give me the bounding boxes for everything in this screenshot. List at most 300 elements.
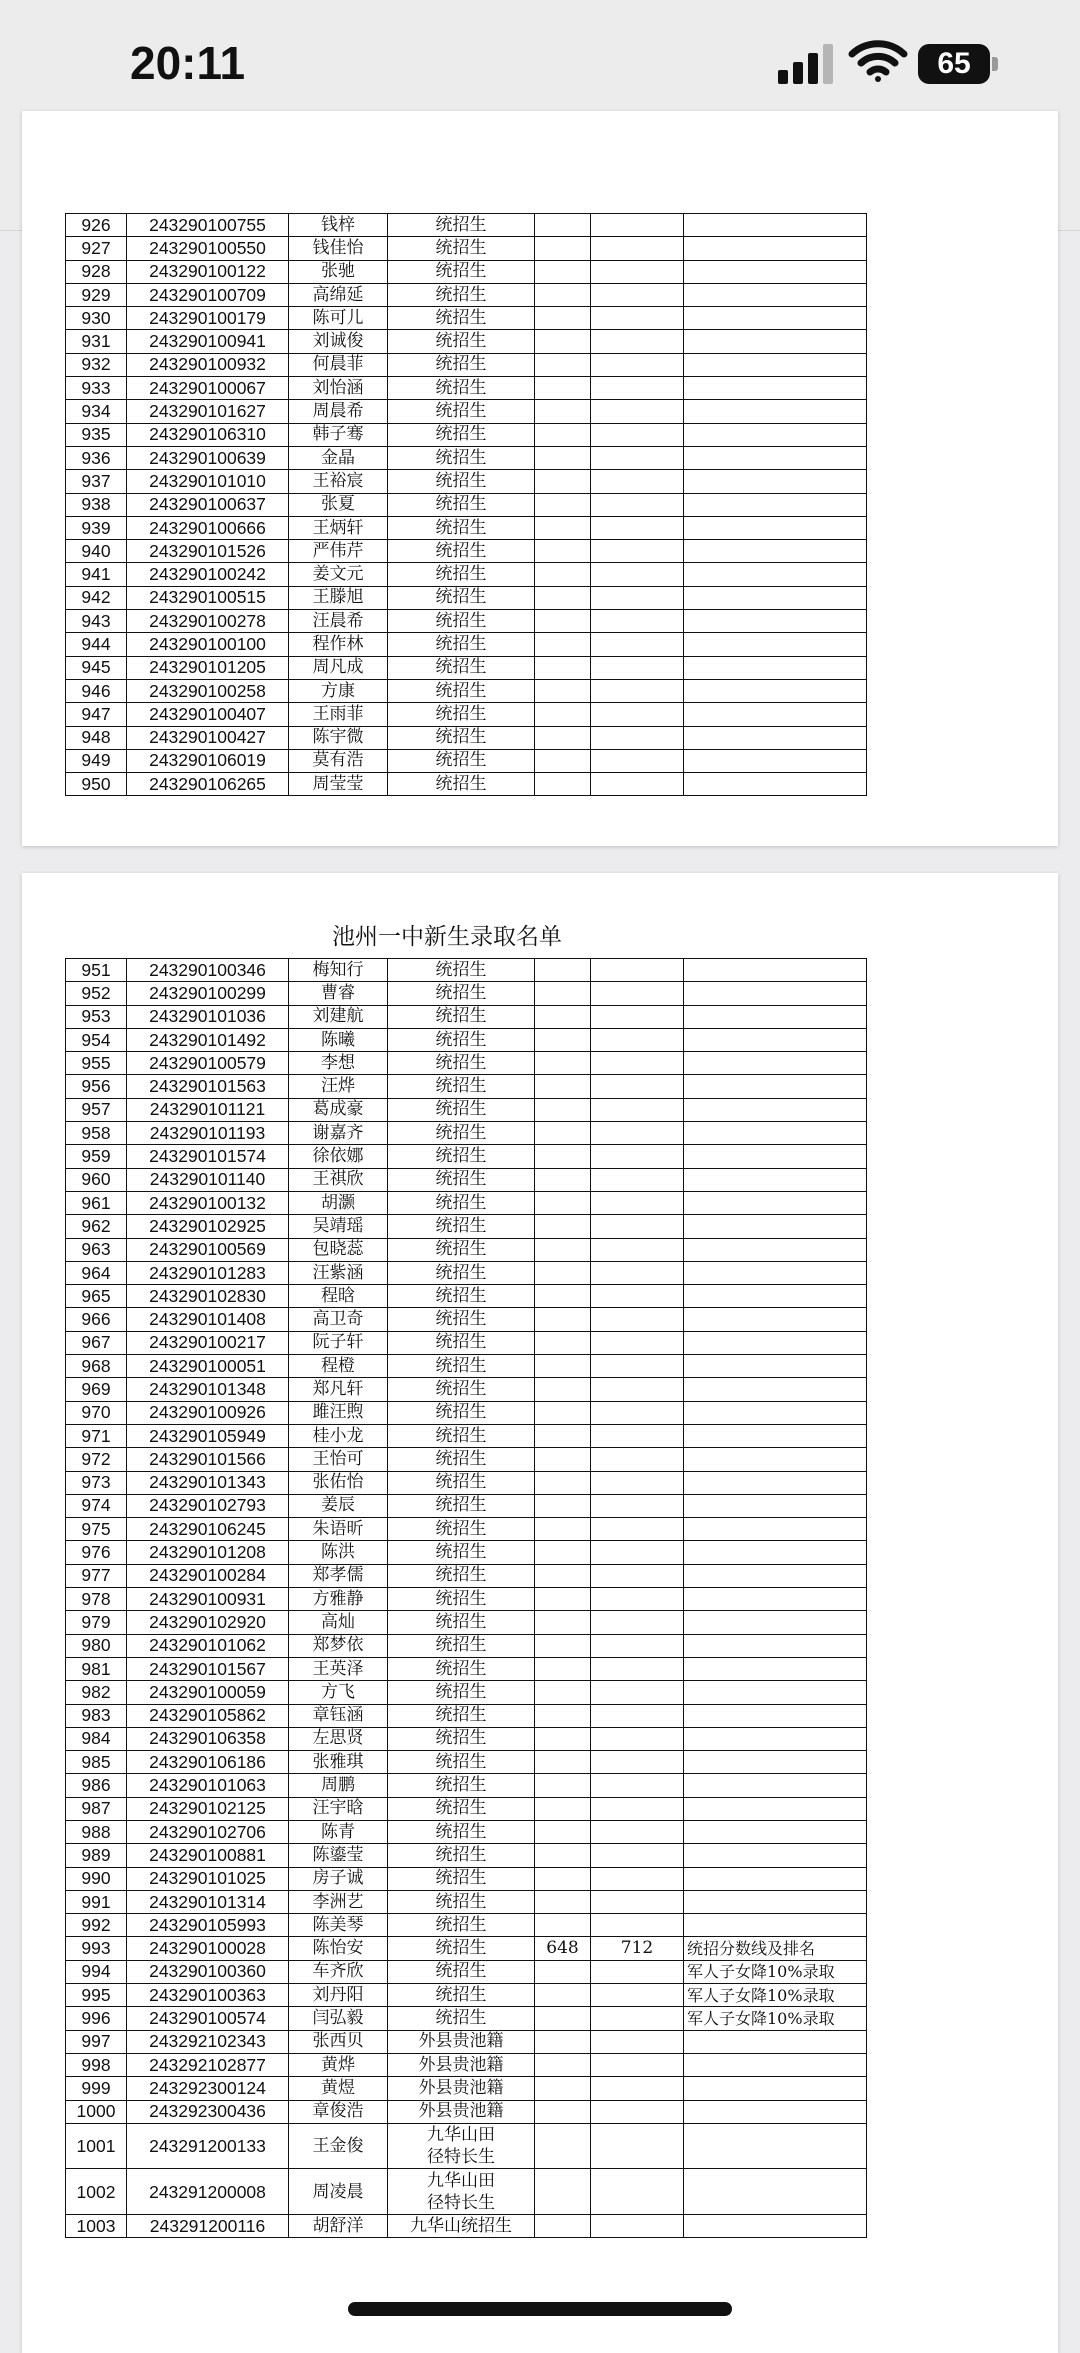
status-time: 20:11 (130, 37, 246, 89)
row-number-cell: 929 (66, 283, 127, 306)
admission-type-cell: 统招生 (388, 563, 535, 586)
exam-id-cell: 243290100637 (127, 493, 289, 516)
score-cell (535, 1052, 591, 1075)
rank-cell (591, 563, 684, 586)
table-row (66, 563, 867, 586)
rank-cell (591, 1960, 684, 1983)
table-row (66, 1984, 867, 2007)
row-number-cell: 977 (66, 1564, 127, 1587)
note-cell (684, 1331, 867, 1354)
row-number-cell: 1000 (66, 2100, 127, 2123)
note-cell (684, 959, 867, 982)
rank-cell (591, 1751, 684, 1774)
note-cell (684, 2100, 867, 2123)
rank-cell (591, 283, 684, 306)
admission-type-cell: 统招生 (388, 1657, 535, 1680)
rank-cell (591, 353, 684, 376)
table-row (66, 656, 867, 679)
rank-cell (591, 1285, 684, 1308)
note-cell (684, 1052, 867, 1075)
score-cell (535, 1960, 591, 1983)
table-row (66, 1122, 867, 1145)
table-row (66, 283, 867, 306)
exam-id-cell: 243290106186 (127, 1751, 289, 1774)
table-row (66, 703, 867, 726)
rank-cell (591, 214, 684, 237)
admission-table (65, 958, 867, 2238)
note-cell (684, 1541, 867, 1564)
note-cell (684, 516, 867, 539)
note-cell (684, 1471, 867, 1494)
score-cell (535, 1424, 591, 1447)
score-cell (535, 1518, 591, 1541)
note-cell (684, 749, 867, 772)
row-number-cell: 971 (66, 1424, 127, 1447)
note-cell (684, 1122, 867, 1145)
row-number-cell: 940 (66, 540, 127, 563)
note-cell (684, 1285, 867, 1308)
table-row (66, 1098, 867, 1121)
admission-type-cell: 九华山统招生 (388, 2215, 535, 2238)
table-row (66, 1471, 867, 1494)
row-number-cell: 999 (66, 2077, 127, 2100)
table-row (66, 377, 867, 400)
score-cell (535, 1238, 591, 1261)
row-number-cell: 948 (66, 726, 127, 749)
row-number-cell: 990 (66, 1867, 127, 1890)
score-cell (535, 353, 591, 376)
score-cell (535, 982, 591, 1005)
row-number-cell: 933 (66, 377, 127, 400)
pdf-page (22, 873, 1058, 2353)
student-name-cell: 张雅琪 (289, 1751, 388, 1774)
score-cell (535, 1285, 591, 1308)
row-number-cell: 987 (66, 1797, 127, 1820)
student-name-cell: 程橙 (289, 1355, 388, 1378)
rank-cell (591, 1401, 684, 1424)
student-name-cell: 周晨希 (289, 400, 388, 423)
student-name-cell: 陈可儿 (289, 307, 388, 330)
rank-cell (591, 1820, 684, 1843)
score-cell (535, 586, 591, 609)
score-cell (535, 307, 591, 330)
rank-cell (591, 2030, 684, 2053)
note-cell (684, 1564, 867, 1587)
note-cell (684, 1308, 867, 1331)
note-cell (684, 400, 867, 423)
cellular-signal-icon (778, 44, 836, 84)
score-cell (535, 2030, 591, 2053)
student-name-cell: 雎汪煦 (289, 1401, 388, 1424)
admission-type-cell: 统招生 (388, 377, 535, 400)
wifi-icon (850, 40, 906, 82)
rank-cell (591, 307, 684, 330)
student-name-cell: 刘建航 (289, 1005, 388, 1028)
score-cell (535, 2169, 591, 2215)
exam-id-cell: 243290100242 (127, 563, 289, 586)
student-name-cell: 钱梓 (289, 214, 388, 237)
admission-type-cell: 统招生 (388, 1727, 535, 1750)
rank-cell (591, 1774, 684, 1797)
student-name-cell: 王英泽 (289, 1657, 388, 1680)
admission-type-cell: 统招生 (388, 959, 535, 982)
score-cell (535, 330, 591, 353)
row-number-cell: 941 (66, 563, 127, 586)
rank-cell (591, 1564, 684, 1587)
note-cell (684, 2077, 867, 2100)
score-cell (535, 423, 591, 446)
note-cell (684, 1914, 867, 1937)
score-cell (535, 1844, 591, 1867)
admission-type-cell: 统招生 (388, 283, 535, 306)
exam-id-cell: 243290105993 (127, 1914, 289, 1937)
score-cell (535, 1448, 591, 1471)
student-name-cell: 王金俊 (289, 2123, 388, 2169)
admission-type-cell: 统招生 (388, 1168, 535, 1191)
rank-cell (591, 1028, 684, 1051)
exam-id-cell: 243290102125 (127, 1797, 289, 1820)
row-number-cell: 962 (66, 1215, 127, 1238)
rank-cell (591, 1308, 684, 1331)
note-cell (684, 982, 867, 1005)
note-cell (684, 2123, 867, 2169)
note-cell: 军人子女降10%录取 (684, 2007, 867, 2030)
admission-type-cell: 统招生 (388, 214, 535, 237)
admission-type-cell: 统招生 (388, 1681, 535, 1704)
rank-cell (591, 610, 684, 633)
admission-type-cell: 统招生 (388, 1611, 535, 1634)
admission-type-cell: 统招生 (388, 679, 535, 702)
student-name-cell: 姜辰 (289, 1494, 388, 1517)
row-number-cell: 927 (66, 237, 127, 260)
row-number-cell: 960 (66, 1168, 127, 1191)
row-number-cell: 973 (66, 1471, 127, 1494)
rank-cell (591, 1890, 684, 1913)
student-name-cell: 方康 (289, 679, 388, 702)
note-cell (684, 633, 867, 656)
note-cell (684, 377, 867, 400)
note-cell (684, 1820, 867, 1843)
rank-cell (591, 1984, 684, 2007)
table-row (66, 1657, 867, 1680)
table-row (66, 2169, 867, 2215)
table-row (66, 1052, 867, 1075)
row-number-cell: 975 (66, 1518, 127, 1541)
admission-type-cell: 统招生 (388, 1448, 535, 1471)
note-cell (684, 1844, 867, 1867)
exam-id-cell: 243290106265 (127, 773, 289, 796)
note-cell (684, 283, 867, 306)
rank-cell: 712 (591, 1937, 684, 1960)
rank-cell (591, 2123, 684, 2169)
admission-type-cell: 统招生 (388, 749, 535, 772)
student-name-cell: 高绵延 (289, 283, 388, 306)
admission-type-cell: 统招生 (388, 470, 535, 493)
rank-cell (591, 1518, 684, 1541)
admission-type-cell: 统招生 (388, 400, 535, 423)
rank-cell (591, 1914, 684, 1937)
rank-cell (591, 400, 684, 423)
row-number-cell: 953 (66, 1005, 127, 1028)
row-number-cell: 946 (66, 679, 127, 702)
table-row (66, 1145, 867, 1168)
student-name-cell: 张西贝 (289, 2030, 388, 2053)
student-name-cell: 胡舒洋 (289, 2215, 388, 2238)
row-number-cell: 986 (66, 1774, 127, 1797)
note-cell (684, 563, 867, 586)
student-name-cell: 莫有浩 (289, 749, 388, 772)
student-name-cell: 闫弘毅 (289, 2007, 388, 2030)
rank-cell (591, 1075, 684, 1098)
admission-type-cell: 统招生 (388, 1518, 535, 1541)
score-cell (535, 1914, 591, 1937)
note-cell (684, 1098, 867, 1121)
table-row (66, 1378, 867, 1401)
score-cell (535, 1028, 591, 1051)
row-number-cell: 992 (66, 1914, 127, 1937)
admission-type-cell: 统招生 (388, 1331, 535, 1354)
score-cell (535, 1168, 591, 1191)
note-cell: 军人子女降10%录取 (684, 1984, 867, 2007)
admission-type-cell: 统招生 (388, 703, 535, 726)
note-cell (684, 470, 867, 493)
rank-cell (591, 773, 684, 796)
score-cell (535, 633, 591, 656)
row-number-cell: 983 (66, 1704, 127, 1727)
exam-id-cell: 243292102343 (127, 2030, 289, 2053)
rank-cell (591, 2007, 684, 2030)
admission-table (65, 213, 867, 796)
note-cell (684, 586, 867, 609)
table-row (66, 773, 867, 796)
exam-id-cell: 243290101343 (127, 1471, 289, 1494)
exam-id-cell: 243290100931 (127, 1588, 289, 1611)
admission-type-cell: 统招生 (388, 1704, 535, 1727)
admission-type-cell: 统招生 (388, 423, 535, 446)
admission-type-cell: 统招生 (388, 1005, 535, 1028)
student-name-cell: 郑孝儒 (289, 1564, 388, 1587)
exam-id-cell: 243291200116 (127, 2215, 289, 2238)
note-cell (684, 1797, 867, 1820)
student-name-cell: 葛成豪 (289, 1098, 388, 1121)
pdf-page (22, 111, 1058, 846)
exam-id-cell: 243291200133 (127, 2123, 289, 2169)
rank-cell (591, 1448, 684, 1471)
table-row (66, 1215, 867, 1238)
student-name-cell: 李想 (289, 1052, 388, 1075)
rank-cell (591, 703, 684, 726)
student-name-cell: 姜文元 (289, 563, 388, 586)
rank-cell (591, 1494, 684, 1517)
student-name-cell: 刘怡涵 (289, 377, 388, 400)
row-number-cell: 956 (66, 1075, 127, 1098)
table-row (66, 749, 867, 772)
table-row (66, 633, 867, 656)
student-name-cell: 周凌晨 (289, 2169, 388, 2215)
note-cell (684, 1401, 867, 1424)
admission-type-cell: 统招生 (388, 1867, 535, 1890)
table-row (66, 1355, 867, 1378)
note-cell (684, 330, 867, 353)
row-number-cell: 972 (66, 1448, 127, 1471)
exam-id-cell: 243290101567 (127, 1657, 289, 1680)
score-cell (535, 1471, 591, 1494)
row-number-cell: 943 (66, 610, 127, 633)
admission-type-cell: 九华山田 径特长生 (388, 2123, 535, 2169)
exam-id-cell: 243290101140 (127, 1168, 289, 1191)
exam-id-cell: 243290100051 (127, 1355, 289, 1378)
row-number-cell: 937 (66, 470, 127, 493)
student-name-cell: 阮子轩 (289, 1331, 388, 1354)
rank-cell (591, 516, 684, 539)
table-row (66, 1541, 867, 1564)
table-row (66, 1285, 867, 1308)
student-name-cell: 左思贤 (289, 1727, 388, 1750)
student-name-cell: 何晨菲 (289, 353, 388, 376)
table-row (66, 1191, 867, 1214)
row-number-cell: 938 (66, 493, 127, 516)
admission-type-cell: 统招生 (388, 586, 535, 609)
table-row (66, 2100, 867, 2123)
score-cell (535, 1191, 591, 1214)
home-indicator[interactable] (348, 2302, 732, 2316)
admission-type-cell: 统招生 (388, 1588, 535, 1611)
exam-id-cell: 243290100360 (127, 1960, 289, 1983)
rank-cell (591, 2169, 684, 2215)
score-cell (535, 1355, 591, 1378)
score-cell (535, 1261, 591, 1284)
table-row (66, 1588, 867, 1611)
rank-cell (591, 2077, 684, 2100)
admission-type-cell: 统招生 (388, 656, 535, 679)
document-viewer[interactable] (0, 214, 1080, 2337)
score-cell (535, 1774, 591, 1797)
admission-type-cell: 统招生 (388, 1494, 535, 1517)
admission-type-cell: 统招生 (388, 353, 535, 376)
admission-type-cell: 统招生 (388, 1634, 535, 1657)
row-number-cell: 959 (66, 1145, 127, 1168)
table-row (66, 1727, 867, 1750)
rank-cell (591, 1634, 684, 1657)
student-name-cell: 陈宇微 (289, 726, 388, 749)
student-name-cell: 黄煜 (289, 2077, 388, 2100)
rank-cell (591, 1844, 684, 1867)
note-cell (684, 2215, 867, 2238)
row-number-cell: 968 (66, 1355, 127, 1378)
admission-type-cell: 统招生 (388, 307, 535, 330)
note-cell (684, 1424, 867, 1447)
exam-id-cell: 243290101526 (127, 540, 289, 563)
table-row (66, 1634, 867, 1657)
exam-id-cell: 243290100755 (127, 214, 289, 237)
exam-id-cell: 243290105949 (127, 1424, 289, 1447)
note-cell (684, 423, 867, 446)
score-cell (535, 1890, 591, 1913)
score-cell (535, 1378, 591, 1401)
note-cell (684, 1494, 867, 1517)
row-number-cell: 1003 (66, 2215, 127, 2238)
exam-id-cell: 243290100217 (127, 1331, 289, 1354)
student-name-cell: 王雨菲 (289, 703, 388, 726)
score-cell (535, 2053, 591, 2076)
student-name-cell: 汪宇晗 (289, 1797, 388, 1820)
admission-type-cell: 统招生 (388, 237, 535, 260)
table-row (66, 1681, 867, 1704)
row-number-cell: 950 (66, 773, 127, 796)
exam-id-cell: 243292300436 (127, 2100, 289, 2123)
note-cell (684, 1890, 867, 1913)
rank-cell (591, 679, 684, 702)
note-cell: 军人子女降10%录取 (684, 1960, 867, 1983)
score-cell (535, 726, 591, 749)
score-cell (535, 1005, 591, 1028)
admission-type-cell: 统招生 (388, 1215, 535, 1238)
exam-id-cell: 243290102920 (127, 1611, 289, 1634)
rank-cell (591, 1541, 684, 1564)
row-number-cell: 964 (66, 1261, 127, 1284)
exam-id-cell: 243290101408 (127, 1308, 289, 1331)
note-cell (684, 237, 867, 260)
note-cell (684, 1751, 867, 1774)
exam-id-cell: 243290101063 (127, 1774, 289, 1797)
exam-id-cell: 243290100346 (127, 959, 289, 982)
score-cell (535, 749, 591, 772)
exam-id-cell: 243290100569 (127, 1238, 289, 1261)
score-cell (535, 1681, 591, 1704)
table-row (66, 1448, 867, 1471)
note-cell (684, 1238, 867, 1261)
table-row (66, 1261, 867, 1284)
student-name-cell: 程晗 (289, 1285, 388, 1308)
score-cell (535, 1867, 591, 1890)
score-cell (535, 237, 591, 260)
row-number-cell: 995 (66, 1984, 127, 2007)
row-number-cell: 955 (66, 1052, 127, 1075)
admission-type-cell: 统招生 (388, 1541, 535, 1564)
exam-id-cell: 243292102877 (127, 2053, 289, 2076)
rank-cell (591, 1797, 684, 1820)
table-row (66, 470, 867, 493)
table-row (66, 1005, 867, 1028)
exam-id-cell: 243291200008 (127, 2169, 289, 2215)
table-row (66, 446, 867, 469)
row-number-cell: 945 (66, 656, 127, 679)
admission-type-cell: 统招生 (388, 1844, 535, 1867)
student-name-cell: 陈怡安 (289, 1937, 388, 1960)
exam-id-cell: 243292300124 (127, 2077, 289, 2100)
score-cell (535, 1401, 591, 1424)
table-row (66, 1401, 867, 1424)
score-cell (535, 1494, 591, 1517)
rank-cell (591, 446, 684, 469)
student-name-cell: 汪烨 (289, 1075, 388, 1098)
table-row (66, 1890, 867, 1913)
exam-id-cell: 243290105862 (127, 1704, 289, 1727)
table-row (66, 540, 867, 563)
row-number-cell: 949 (66, 749, 127, 772)
student-name-cell: 陈鎏莹 (289, 1844, 388, 1867)
rank-cell (591, 1588, 684, 1611)
note-cell (684, 703, 867, 726)
table-row (66, 1564, 867, 1587)
table-row (66, 1844, 867, 1867)
rank-cell (591, 1727, 684, 1750)
table-row (66, 260, 867, 283)
admission-type-cell: 外县贵池籍 (388, 2053, 535, 2076)
rank-cell (591, 1261, 684, 1284)
table-row (66, 2215, 867, 2238)
row-number-cell: 939 (66, 516, 127, 539)
